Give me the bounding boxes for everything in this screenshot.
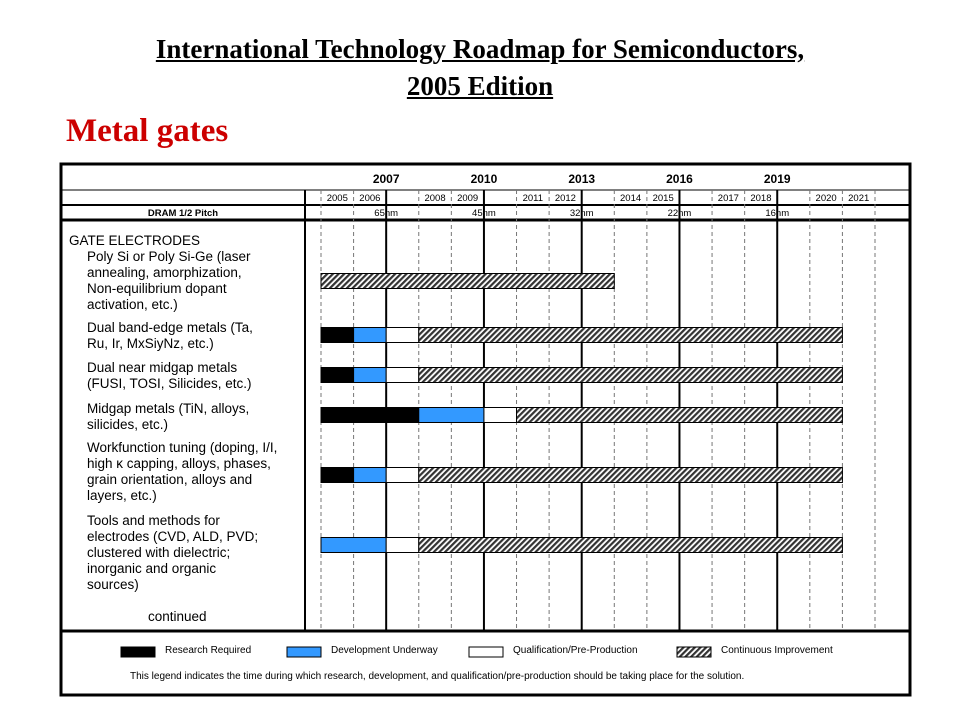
- bar-qualification: [386, 468, 419, 483]
- row-label-line: layers, etc.): [87, 488, 157, 503]
- pitch-node-label: 45nm: [472, 208, 496, 219]
- row-label-line: silicides, etc.): [87, 417, 169, 432]
- row-label: [87, 440, 309, 504]
- legend-swatch-development: [287, 647, 321, 657]
- row-label: [87, 513, 309, 593]
- minor-year-label: 2012: [554, 193, 576, 204]
- minor-year-label: 2015: [652, 193, 674, 204]
- section-label: GATE ELECTRODES: [69, 233, 201, 248]
- minor-year-label: 2009: [457, 193, 479, 204]
- major-year-label: 2007: [372, 172, 400, 186]
- title-line-1: International Technology Roadmap for Semiconductors,: [155, 34, 805, 64]
- minor-year-label: 2008: [424, 193, 446, 204]
- minor-year-label: 2014: [620, 193, 642, 204]
- row-label-line: Poly Si or Poly Si-Ge (laser: [87, 249, 251, 264]
- row-label-line: sources): [87, 577, 139, 592]
- bar-research: [321, 408, 419, 423]
- minor-year-label: 2006: [359, 193, 381, 204]
- legend-swatch-qualification: [469, 647, 503, 657]
- bar-qualification: [386, 328, 419, 343]
- bar-research: [321, 468, 354, 483]
- row-label-line: inorganic and organic: [87, 561, 217, 576]
- pitch-node-label: 32nm: [569, 208, 594, 219]
- bar-qualification: [386, 368, 419, 383]
- legend-label-development: Development Underway: [331, 645, 438, 656]
- row-label: [87, 360, 309, 392]
- row-label: [87, 249, 309, 313]
- title-line-2: 2005 Edition: [406, 71, 554, 101]
- bar-continuous: [419, 468, 843, 483]
- row-label-line: Midgap metals (TiN, alloys,: [87, 401, 250, 416]
- row-label-line: Dual near midgap metals: [87, 360, 238, 375]
- minor-year-label: 2021: [848, 193, 870, 204]
- major-year-label: 2019: [763, 172, 791, 186]
- legend-label-research: Research Required: [165, 645, 252, 656]
- bar-continuous: [419, 538, 843, 553]
- pitch-row-label: DRAM 1/2 Pitch: [147, 208, 219, 219]
- minor-year-label: 2005: [326, 193, 348, 204]
- legend-label-continuous: Continuous Improvement: [721, 645, 833, 656]
- major-year-label: 2010: [470, 172, 498, 186]
- row-label-line: high κ capping, alloys, phases,: [87, 456, 271, 471]
- row-label: [87, 401, 309, 433]
- row-label-line: (FUSI, TOSI, Silicides, etc.): [87, 376, 252, 391]
- bar-research: [321, 368, 354, 383]
- major-year-label: 2016: [666, 172, 693, 186]
- row-label-line: Ru, Ir, MxSiyNz, etc.): [87, 336, 214, 351]
- minor-year-label: 2020: [815, 193, 837, 204]
- bar-qualification: [386, 538, 419, 553]
- row-label-line: Dual band-edge metals (Ta,: [87, 320, 253, 335]
- pitch-node-label: 16nm: [765, 208, 790, 219]
- legend-note: This legend indicates the time during which research, development, and qualification/pre-production should be taking place for the solution.: [130, 671, 745, 682]
- row-label-line: clustered with dielectric;: [87, 545, 231, 560]
- row-label-line: activation, etc.): [87, 297, 178, 312]
- bar-development: [354, 328, 387, 343]
- bar-development: [419, 408, 484, 423]
- legend-label-qualification: Qualification/Pre-Production: [513, 645, 638, 656]
- row-label-line: annealing, amorphization,: [87, 265, 242, 280]
- bar-continuous: [517, 408, 843, 423]
- bar-research: [321, 328, 354, 343]
- row-label-line: Non-equilibrium dopant: [87, 281, 227, 296]
- subtitle: Metal gates: [66, 113, 229, 149]
- bar-development: [354, 468, 387, 483]
- bar-continuous: [321, 274, 614, 289]
- minor-year-label: 2017: [717, 193, 739, 204]
- year-labels: [327, 172, 870, 204]
- minor-year-label: 2011: [522, 193, 544, 204]
- legend-swatch-research: [121, 647, 155, 657]
- row-label-line: grain orientation, alloys and: [87, 472, 253, 487]
- bar-development: [354, 368, 387, 383]
- pitch-node-label: 65nm: [374, 208, 399, 219]
- pitch-labels: [148, 208, 789, 219]
- legend-swatch-continuous: [677, 647, 711, 657]
- bar-qualification: [484, 408, 517, 423]
- bar-continuous: [419, 328, 843, 343]
- continued-label: continued: [148, 609, 207, 624]
- bar-development: [321, 538, 386, 553]
- row-label: [87, 320, 309, 352]
- minor-year-label: 2018: [750, 193, 772, 204]
- bar-continuous: [419, 368, 843, 383]
- pitch-node-label: 22nm: [667, 208, 692, 219]
- row-label-line: Tools and methods for: [87, 513, 220, 528]
- major-year-label: 2013: [568, 172, 596, 186]
- row-label-line: Workfunction tuning (doping, I/I,: [87, 440, 278, 455]
- row-label-line: electrodes (CVD, ALD, PVD;: [87, 529, 259, 544]
